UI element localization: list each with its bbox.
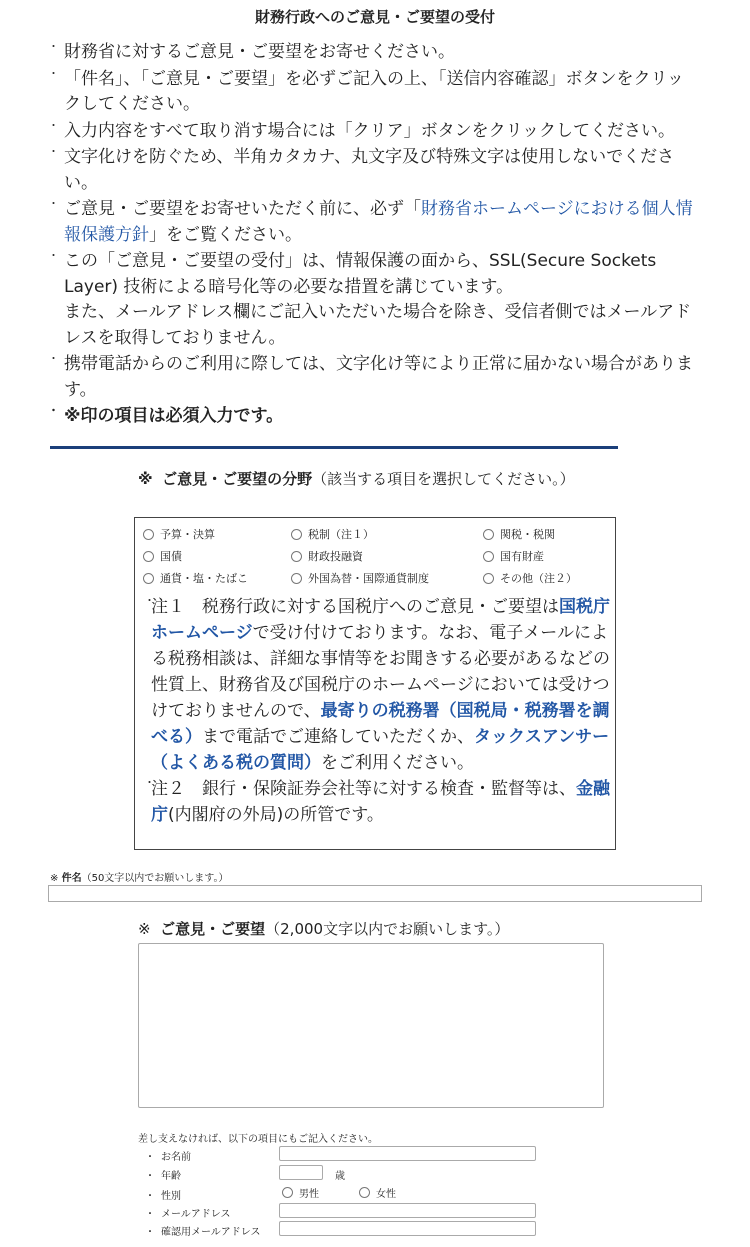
email-input[interactable] — [279, 1203, 536, 1218]
note-2: ・ 注２ 銀行・保険証券会社等に対する検査・監督等は、金融庁(内閣府の外局)の所管です。 — [144, 776, 610, 825]
email-label: ・ メールアドレス — [145, 1209, 231, 1220]
category-title: ※ ご意見・ご要望の分野（該当する項目を選択してください。） — [138, 470, 575, 488]
email-confirm-input[interactable] — [279, 1221, 536, 1236]
email-confirm-label: ・ 確認用メールアドレス — [145, 1227, 261, 1238]
category-option[interactable]: 財政投融資 — [291, 548, 363, 564]
subject-input[interactable] — [48, 885, 702, 902]
fsa-link[interactable]: 金融庁 — [151, 779, 610, 825]
notice-item: ・ ご意見・ご要望をお寄せいただく前に、必ず「財務省ホームページにおける個人情報保護方針」をご覧ください。 — [48, 197, 693, 245]
category-option[interactable]: 通貨・塩・たばこ — [143, 570, 248, 586]
category-option[interactable]: 国有財産 — [483, 548, 544, 564]
notice-item: ・ 入力内容をすべて取り消す場合には「クリア」ボタンをクリックしてください。 — [48, 118, 675, 141]
privacy-policy-link[interactable]: 財務省ホームページにおける個人情報保護方針 — [64, 199, 693, 245]
notice-list — [46, 40, 696, 431]
page-title: 財務行政へのご意見・ご要望の受付 — [254, 8, 495, 26]
radio-icon[interactable] — [282, 1187, 293, 1198]
optional-intro: 差し支えなければ、以下の項目にもご記入ください。 — [138, 1134, 378, 1145]
category-option[interactable]: 税制（注１） — [291, 526, 374, 542]
notice-item: ・ 財務省に対するご意見・ご要望をお寄せください。 — [48, 40, 455, 62]
name-label: ・ お名前 — [145, 1152, 191, 1163]
notice-item: ・ 文字化けを防ぐため、半角カタカナ、丸文字及び特殊文字は使用しないでください。 — [48, 145, 675, 193]
gender-male-option[interactable]: 男性 — [282, 1185, 319, 1200]
required-note: ・ ※印の項目は必須入力です。 — [48, 404, 284, 426]
note-1: ・ 注１ 税務行政に対する国税庁へのご意見・ご要望は国税庁ホームページで受け付けております。なお、電子メールによる税務相談は、詳細な事情等をお聞きする必要があるなどの性質上、財務省及び国税庁のホームページにおいては受けつけておりませんので、最寄りの税務署（国税局・税務署を調べる）まで電話でご連絡していただくか、タックスアンサー（よくある税の質問）をご利用ください。 — [144, 594, 610, 773]
radio-icon[interactable] — [483, 529, 494, 540]
age-input[interactable] — [279, 1165, 323, 1180]
category-option[interactable]: その他（注２） — [483, 570, 577, 586]
category-option[interactable]: 国債 — [143, 548, 182, 564]
radio-icon[interactable] — [483, 573, 494, 584]
radio-icon[interactable] — [291, 573, 302, 584]
radio-icon[interactable] — [483, 551, 494, 562]
opinion-label: ※ ご意見・ご要望（2,000文字以内でお願いします。） — [138, 920, 510, 938]
gender-female-option[interactable]: 女性 — [359, 1185, 396, 1200]
radio-icon[interactable] — [143, 551, 154, 562]
radio-icon[interactable] — [359, 1187, 370, 1198]
category-option[interactable]: 予算・決算 — [143, 526, 215, 542]
gender-label: ・ 性別 — [145, 1191, 181, 1202]
radio-icon[interactable] — [143, 529, 154, 540]
category-notes — [144, 594, 611, 828]
nearest-tax-office-link[interactable]: 最寄りの税務署（国税局・税務署を調べる） — [151, 701, 610, 747]
radio-icon[interactable] — [143, 573, 154, 584]
age-label: ・ 年齢 — [145, 1171, 181, 1182]
nta-homepage-link[interactable]: 国税庁ホームページ — [151, 597, 610, 643]
radio-icon[interactable] — [291, 529, 302, 540]
radio-icon[interactable] — [291, 551, 302, 562]
notice-item: ・ この「ご意見・ご要望の受付」は、情報保護の面から、SSL(Secure Sockets Layer) 技術による暗号化等の必要な措置を講じています。 また、メールアドレス欄にご記入いただいた場合を除き、受信者側ではメールアドレスを取得しておりません。 — [48, 249, 692, 348]
age-unit: 歳 — [335, 1171, 345, 1182]
opinion-textarea[interactable] — [138, 943, 604, 1108]
tax-answer-link[interactable]: タックスアンサー（よくある税の質問） — [151, 727, 610, 773]
section-divider — [50, 446, 618, 449]
subject-label: ※ 件名（50文字以内でお願いします。） — [50, 873, 229, 884]
category-box — [134, 517, 616, 850]
category-option[interactable]: 外国為替・国際通貨制度 — [291, 570, 429, 586]
notice-item: ・ 携帯電話からのご利用に際しては、文字化け等により正常に届かない場合があります。 — [48, 352, 693, 400]
notice-item: ・ 「件名」、「ご意見・ご要望」を必ずご記入の上、「送信内容確認」ボタンをクリックしてください。 — [48, 66, 684, 114]
name-input[interactable] — [279, 1146, 536, 1161]
category-option[interactable]: 関税・税関 — [483, 526, 555, 542]
